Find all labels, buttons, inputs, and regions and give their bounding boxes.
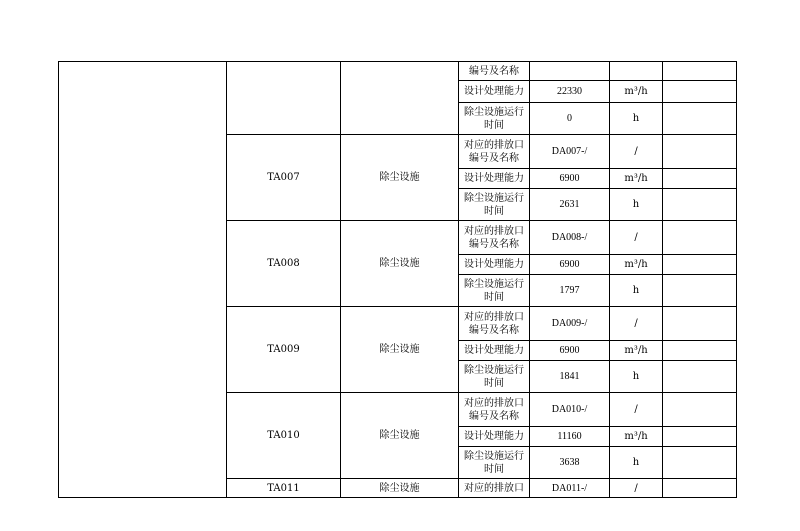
outlet-unit: / <box>610 221 663 255</box>
facility-table <box>58 61 737 498</box>
outlet-unit: / <box>610 135 663 169</box>
runtime-unit: h <box>610 103 663 135</box>
outlet-value: DA008-/ <box>530 221 610 255</box>
capacity-value: 6900 <box>530 255 610 275</box>
runtime-label: 除尘设施运行 时间 <box>459 361 530 393</box>
remark-cell <box>663 189 737 221</box>
capacity-value: 11160 <box>530 427 610 447</box>
outlet-unit: / <box>610 479 663 498</box>
outlet-label: 对应的排放口 编号及名称 <box>459 307 530 341</box>
runtime-value: 0 <box>530 103 610 135</box>
remark-cell <box>663 447 737 479</box>
runtime-label: 除尘设施运行 时间 <box>459 275 530 307</box>
runtime-unit: h <box>610 361 663 393</box>
runtime-label: 除尘设施运行 时间 <box>459 447 530 479</box>
outlet-value: DA010-/ <box>530 393 610 427</box>
facility-id-cell: TA009 <box>227 307 341 393</box>
outlet-value <box>530 62 610 81</box>
facility-type-cell: 除尘设施 <box>341 393 459 479</box>
runtime-value: 1841 <box>530 361 610 393</box>
capacity-unit: m³/h <box>610 341 663 361</box>
facility-id-cell: TA007 <box>227 135 341 221</box>
merged-group-cell <box>59 62 227 498</box>
outlet-unit: / <box>610 307 663 341</box>
remark-cell <box>663 135 737 169</box>
outlet-unit <box>610 62 663 81</box>
remark-cell <box>663 393 737 427</box>
capacity-value: 22330 <box>530 81 610 103</box>
facility-id-cell: TA011 <box>227 479 341 498</box>
runtime-value: 3638 <box>530 447 610 479</box>
outlet-unit: / <box>610 393 663 427</box>
outlet-label: 对应的排放口 <box>459 479 530 498</box>
capacity-unit: m³/h <box>610 169 663 189</box>
facility-type-cell: 除尘设施 <box>341 221 459 307</box>
runtime-value: 1797 <box>530 275 610 307</box>
facility-type-cell <box>341 62 459 135</box>
remark-cell <box>663 361 737 393</box>
outlet-value: DA007-/ <box>530 135 610 169</box>
outlet-label: 对应的排放口 编号及名称 <box>459 221 530 255</box>
capacity-label: 设计处理能力 <box>459 169 530 189</box>
remark-cell <box>663 255 737 275</box>
outlet-label: 对应的排放口 编号及名称 <box>459 135 530 169</box>
remark-cell <box>663 62 737 81</box>
remark-cell <box>663 479 737 498</box>
remark-cell <box>663 427 737 447</box>
remark-cell <box>663 275 737 307</box>
capacity-label: 设计处理能力 <box>459 255 530 275</box>
remark-cell <box>663 169 737 189</box>
capacity-unit: m³/h <box>610 255 663 275</box>
outlet-label: 编号及名称 <box>459 62 530 81</box>
outlet-label: 对应的排放口 编号及名称 <box>459 393 530 427</box>
outlet-value: DA009-/ <box>530 307 610 341</box>
remark-cell <box>663 81 737 103</box>
capacity-label: 设计处理能力 <box>459 427 530 447</box>
runtime-unit: h <box>610 447 663 479</box>
capacity-unit: m³/h <box>610 427 663 447</box>
table-row <box>59 62 737 81</box>
facility-type-cell: 除尘设施 <box>341 307 459 393</box>
facility-id-cell <box>227 62 341 135</box>
facility-type-cell: 除尘设施 <box>341 135 459 221</box>
runtime-unit: h <box>610 189 663 221</box>
remark-cell <box>663 103 737 135</box>
runtime-unit: h <box>610 275 663 307</box>
capacity-label: 设计处理能力 <box>459 81 530 103</box>
facility-type-cell: 除尘设施 <box>341 479 459 498</box>
outlet-value: DA011-/ <box>530 479 610 498</box>
capacity-unit: m³/h <box>610 81 663 103</box>
runtime-label: 除尘设施运行 时间 <box>459 103 530 135</box>
runtime-label: 除尘设施运行 时间 <box>459 189 530 221</box>
capacity-label: 设计处理能力 <box>459 341 530 361</box>
runtime-value: 2631 <box>530 189 610 221</box>
facility-id-cell: TA008 <box>227 221 341 307</box>
remark-cell <box>663 221 737 255</box>
capacity-value: 6900 <box>530 341 610 361</box>
facility-id-cell: TA010 <box>227 393 341 479</box>
remark-cell <box>663 341 737 361</box>
capacity-value: 6900 <box>530 169 610 189</box>
remark-cell <box>663 307 737 341</box>
